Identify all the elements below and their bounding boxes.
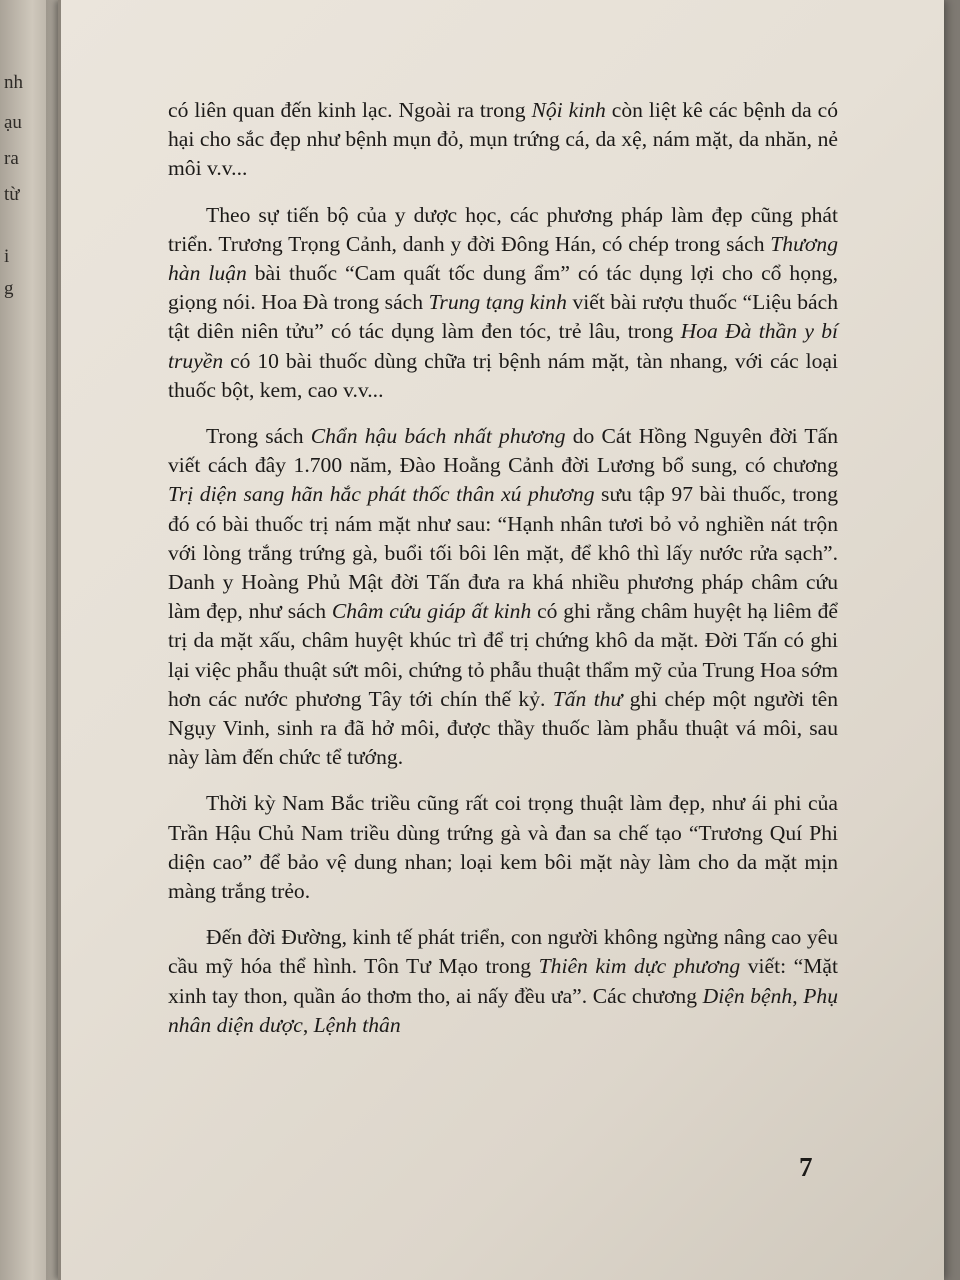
italic-title-text: Trung tạng kinh <box>428 290 567 315</box>
body-text-run: có liên quan đến kinh lạc. Ngoài ra trong <box>168 98 532 122</box>
italic-title-text: Tấn thư <box>552 686 623 711</box>
italic-title-text: Lệnh thân <box>313 1012 401 1037</box>
body-text-run: Theo sự tiến bộ của y dược học, các phương pháp làm đẹp cũng phát triển. Trương Trọng Cảnh, danh y đời Đông Hán, có chép trong sách <box>168 202 838 256</box>
paragraph <box>168 422 838 772</box>
prev-page-fragment: từ <box>4 184 20 205</box>
italic-title-text: Hoa Đà thần y bí truyền <box>168 319 838 373</box>
page-gutter-edge <box>58 0 61 1280</box>
body-text-run: , <box>792 983 804 1008</box>
body-text-run: còn liệt kê các bệnh da có hại cho sắc đẹp như bệnh mụn đỏ, mụn trứng cá, da xệ, nám mặt, da nhăn, nẻ môi v.v... <box>168 98 839 181</box>
body-text-run: Đến đời Đường, kinh tế phát triển, con người không ngừng nâng cao yêu cầu mỹ hóa thể hình. Tôn Tư Mạo trong <box>168 925 838 979</box>
paragraph <box>168 789 838 906</box>
body-text-run: viết bài rượu thuốc “Liệu bách tật diên niên tửu” có tác dụng làm đen tóc, trẻ lâu, trong <box>168 290 838 344</box>
body-text-run: có ghi rằng châm huyệt hạ liêm để trị da mặt xấu, châm huyệt khúc trì để trị chứng khô da mặt. Đời Tấn có ghi lại việc phẫu thuật sứt môi, chứng tỏ phẫu thuật thẩm mỹ của Trung Hoa sớm hơn các nước phương Tây tới chín thế kỷ. <box>168 599 838 711</box>
body-text-run: có 10 bài thuốc dùng chữa trị bệnh nám mặt, tàn nhang, với các loại thuốc bột, kem, cao v.v... <box>168 348 838 402</box>
italic-title-text: Châm cứu giáp ất kinh <box>331 599 532 624</box>
body-text-run: viết: “Mặt xinh tay thon, quần áo thơm tho, ai nấy đều ưa”. Các chương <box>168 954 839 1008</box>
previous-page-edge <box>0 0 46 1280</box>
body-text-run: ghi chép một người tên Ngụy Vinh, sinh ra đã hở môi, được thầy thuốc làm phẫu thuật vá môi, sau này làm đến chức tể tướng. <box>168 686 838 770</box>
italic-title-text: Diện bệnh <box>702 983 793 1008</box>
body-text-run: , <box>302 1012 314 1037</box>
italic-title-text: Thiên kim dực phương <box>538 954 741 979</box>
italic-title-text: Nội kinh <box>531 98 606 122</box>
body-text-run: bài thuốc “Cam quất tốc dung ẩm” có tác dụng lợi cho cổ họng, giọng nói. Hoa Đà trong sách <box>168 261 838 315</box>
body-text-run: sưu tập 97 bài thuốc, trong đó có bài thuốc trị nám mặt như sau: “Hạnh nhân tươi bỏ vỏ nghiền nát trộn với lòng trắng trứng gà, buổi tối bôi lên mặt, để khô thì lấy nước rửa sạch”. Danh y Hoàng Phủ Mật đời Tấn đưa ra khá nhiều phương pháp châm cứu làm đẹp, như sách <box>168 482 838 624</box>
body-text-run: do Cát Hồng Nguyên đời Tấn viết cách đây 1.700 năm, Đào Hoằng Cảnh đời Lương bổ sung, có chương <box>168 424 839 478</box>
italic-title-text: Thương hàn luận <box>168 231 838 286</box>
italic-title-text: Chẩn hậu bách nhất phương <box>310 424 566 449</box>
prev-page-fragment: ra <box>4 148 19 169</box>
prev-page-fragment: ạu <box>4 112 22 133</box>
page-number: 7 <box>799 1152 813 1182</box>
prev-page-fragment: g <box>4 278 14 299</box>
prev-page-fragment: i <box>4 246 10 267</box>
italic-title-text: Phụ nhân diện dược <box>168 983 839 1037</box>
prev-page-fragment: nh <box>4 72 23 93</box>
italic-title-text: Trị diện sang hãn hắc phát thốc thân xú phương <box>168 482 595 507</box>
page-body-text <box>168 96 838 1057</box>
body-text-run: Trong sách <box>206 424 311 449</box>
body-text-run: Thời kỳ Nam Bắc triều cũng rất coi trọng thuật làm đẹp, như ái phi của Trần Hậu Chủ Nam triều dùng trứng gà và đan sa chế tạo “Trương Quí Phi diện cao” để bảo vệ dung nhan; loại kem bôi mặt này làm cho da mặt mịn màng trắng trẻo. <box>168 791 838 904</box>
paragraph <box>168 923 838 1040</box>
paragraph <box>168 96 838 184</box>
paragraph <box>168 201 838 405</box>
